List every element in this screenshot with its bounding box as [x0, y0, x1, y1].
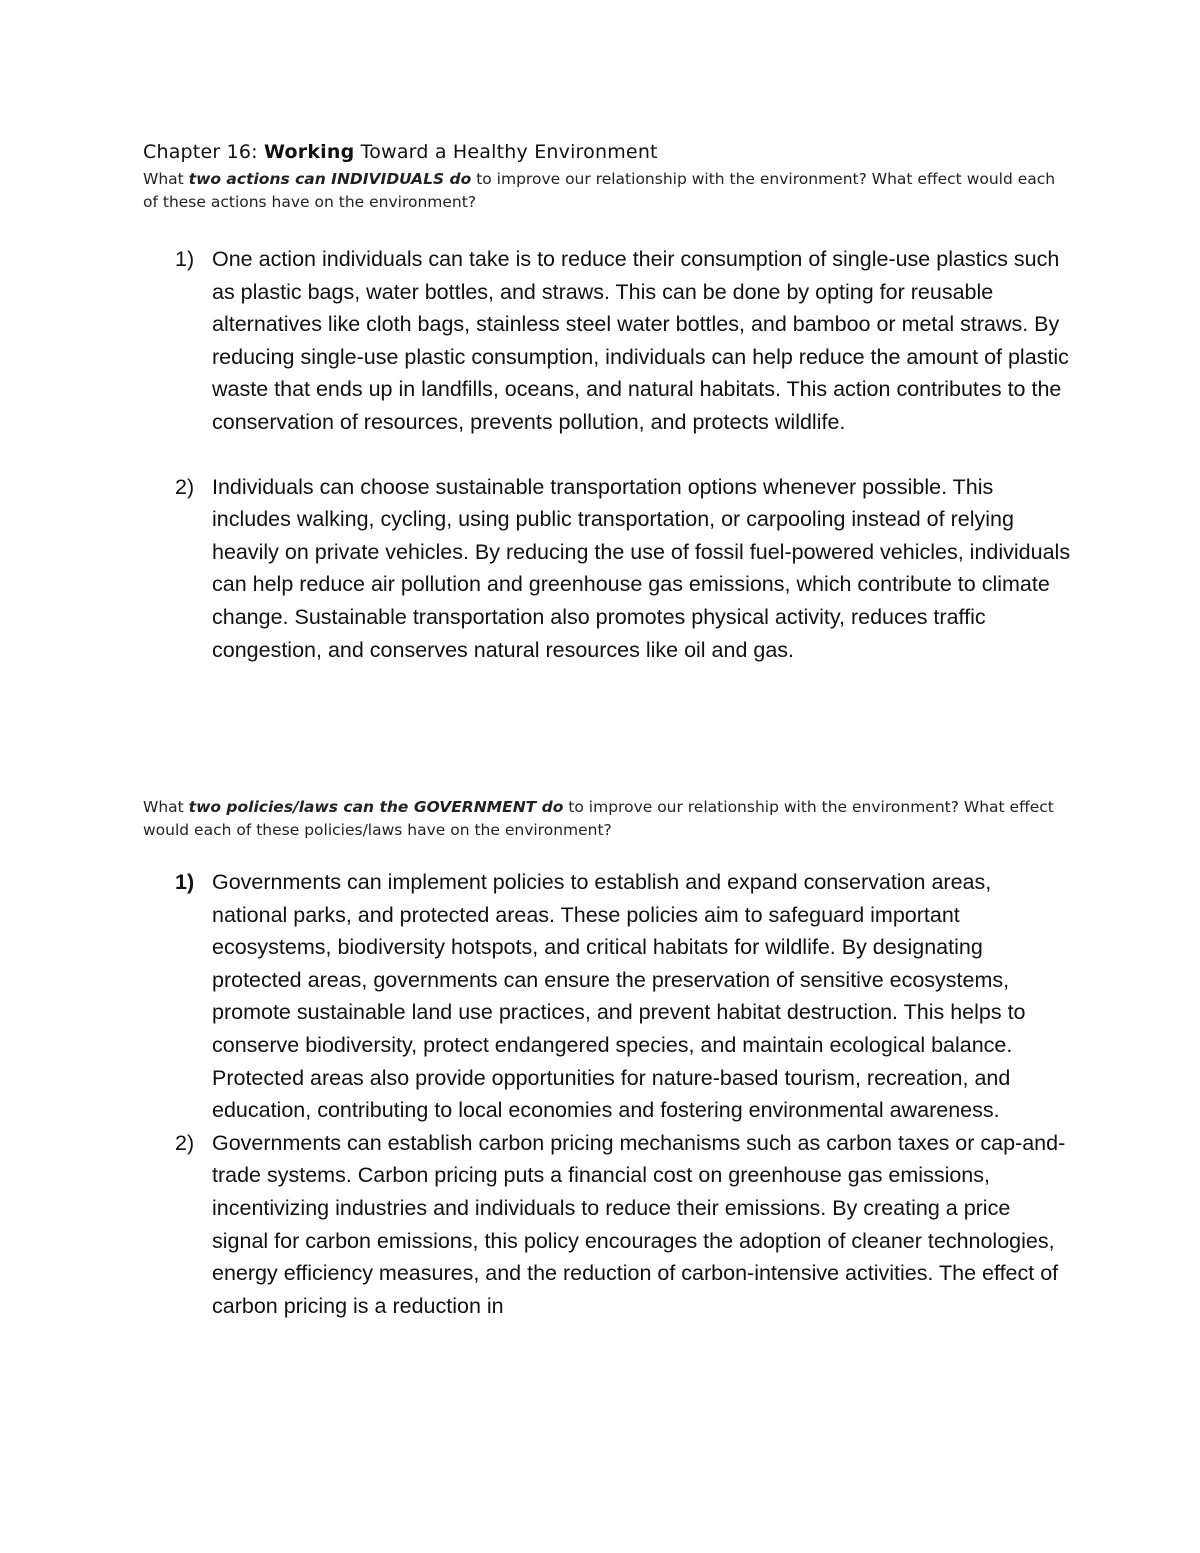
list-item-number: 1) — [175, 870, 195, 894]
page-title — [143, 141, 658, 163]
list-item — [0, 243, 1072, 439]
government-question-post: to improve our relationship with the environment? What effect would each of these policies/laws have on the environment? — [143, 798, 1054, 839]
government-question-pre: What — [143, 798, 189, 816]
individuals-question-post: to improve our relationship with the environment? What effect would each of these actions have on the environment? — [143, 170, 1056, 211]
list-item — [0, 1127, 1072, 1323]
list-item — [0, 471, 1072, 667]
list-item-number: 2) — [175, 474, 195, 499]
title-chapter: Chapter 16: — [143, 141, 258, 163]
list-item-text: Governments can establish carbon pricing mechanisms such as carbon taxes or cap-and-trade systems. Carbon pricing puts a financial cost on greenhouse gas emissions, incentivizing industries and individuals to reduce their emissions. By creating a price signal for carbon emissions, this policy encourages the adoption of cleaner technologies, energy efficiency measures, and the reduction of carbon-intensive activities. The effect of carbon pricing is a reduction in — [212, 1130, 1066, 1318]
government-question-emphasis: two policies/laws can the GOVERNMENT do — [188, 798, 564, 816]
list-item-text: Governments can implement policies to establish and expand conservation areas, national parks, and protected areas. These policies aim to safeguard important ecosystems, biodiversity hotspots, and critical habitats for wildlife. By designating protected areas, governments can ensure the preservation of sensitive ecosystems, promote sustainable land use practices, and prevent habitat destruction. This helps to conserve biodiversity, protect endangered species, and maintain ecological balance. Protected areas also provide opportunities for nature-based tourism, recreation, and education, contributing to local economies and fostering environmental awareness. — [212, 870, 1026, 1123]
title-bold-word: Working — [264, 141, 355, 163]
individuals-question — [143, 168, 1063, 214]
government-answer-list — [0, 866, 1072, 1322]
individuals-question-pre: What — [143, 170, 189, 188]
title-rest: Toward a Healthy Environment — [360, 141, 658, 163]
individuals-answer-list — [0, 243, 1072, 666]
list-item — [0, 866, 1072, 1127]
government-question — [143, 796, 1063, 842]
list-item-text: One action individuals can take is to reduce their consumption of single-use plastics such as plastic bags, water bottles, and straws. This can be done by opting for reusable alternatives like cloth bags, stainless steel water bottles, and bamboo or metal straws. By reducing single-use plastic consumption, individuals can help reduce the amount of plastic waste that ends up in landfills, oceans, and natural habitats. This action contributes to the conservation of resources, prevents pollution, and protects wildlife. — [212, 247, 1069, 434]
list-item-text: Individuals can choose sustainable transportation options whenever possible. This includes walking, cycling, using public transportation, or carpooling instead of relying heavily on private vehicles. By reducing the use of fossil fuel-powered vehicles, individuals can help reduce air pollution and greenhouse gas emissions, which contribute to climate change. Sustainable transportation also promotes physical activity, reduces traffic congestion, and conserves natural resources like oil and gas. — [212, 474, 1071, 662]
list-item-number: 1) — [175, 247, 195, 271]
individuals-question-emphasis: two actions can INDIVIDUALS do — [188, 170, 472, 188]
list-item-number: 2) — [175, 1130, 195, 1155]
